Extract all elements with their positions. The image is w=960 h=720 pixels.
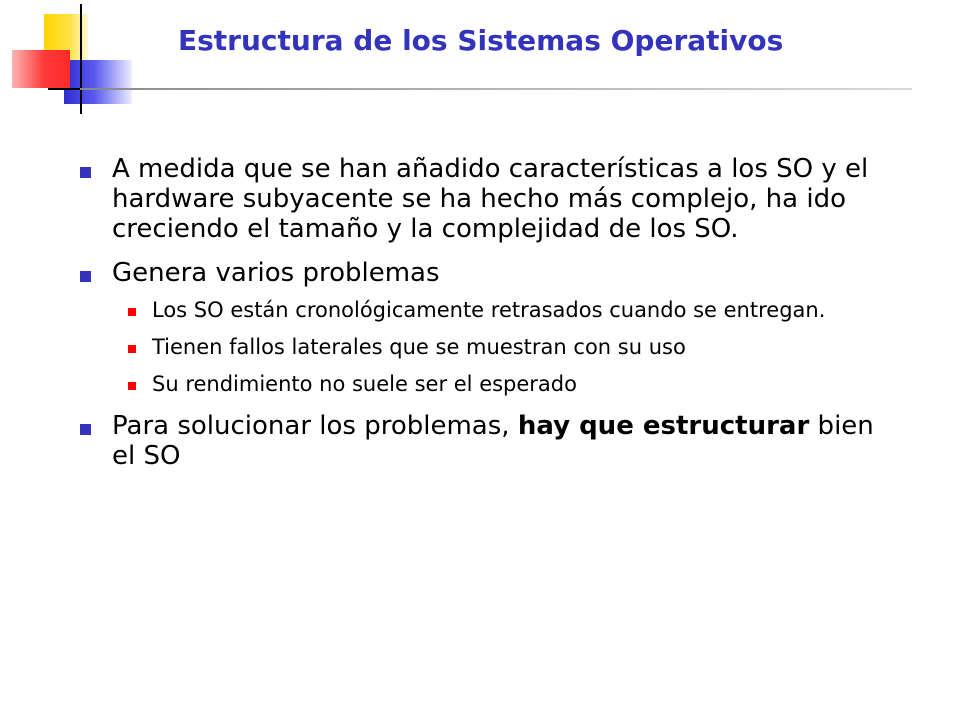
small-square-bullet-icon xyxy=(128,345,136,353)
square-bullet-icon xyxy=(80,424,91,435)
small-square-bullet-icon xyxy=(128,382,136,390)
bullet-text: A medida que se han añadido características a los SO y el hardware subyacente se ha hecho más complejo, ha ido creciendo el tamaño y la complejidad de los SO. xyxy=(112,154,869,244)
bullet-item xyxy=(76,154,896,244)
small-square-bullet-icon xyxy=(128,308,136,316)
title-underline xyxy=(80,88,912,90)
sub-bullet-text: Tienen fallos laterales que se muestran con su uso xyxy=(152,335,686,359)
sub-bullet-list xyxy=(76,298,896,397)
bullet-text: Genera varios problemas xyxy=(112,258,440,288)
sub-bullet-text: Los SO están cronológicamente retrasados cuando se entregan. xyxy=(152,298,826,322)
bullet-item xyxy=(76,258,896,288)
bullet-text-emphasis: hay que estructurar xyxy=(517,411,810,441)
logo-blue-square xyxy=(64,60,132,104)
sub-bullet-text: Su rendimiento no suele ser el esperado xyxy=(152,372,577,396)
logo-vertical-line xyxy=(80,4,82,114)
logo-red-square xyxy=(12,50,70,88)
square-bullet-icon xyxy=(80,271,91,282)
slide-content xyxy=(76,154,896,485)
square-bullet-icon xyxy=(80,167,91,178)
sub-bullet-item xyxy=(116,372,896,397)
sub-bullet-item xyxy=(116,298,896,323)
bullet-text-suffix: bien el SO xyxy=(112,411,874,471)
sub-bullet-item xyxy=(116,335,896,360)
slide-title: Estructura de los Sistemas Operativos xyxy=(178,24,784,57)
bullet-text-prefix: Para solucionar los problemas, xyxy=(112,411,518,441)
corner-logo-icon xyxy=(0,0,140,120)
bullet-item xyxy=(76,411,896,471)
